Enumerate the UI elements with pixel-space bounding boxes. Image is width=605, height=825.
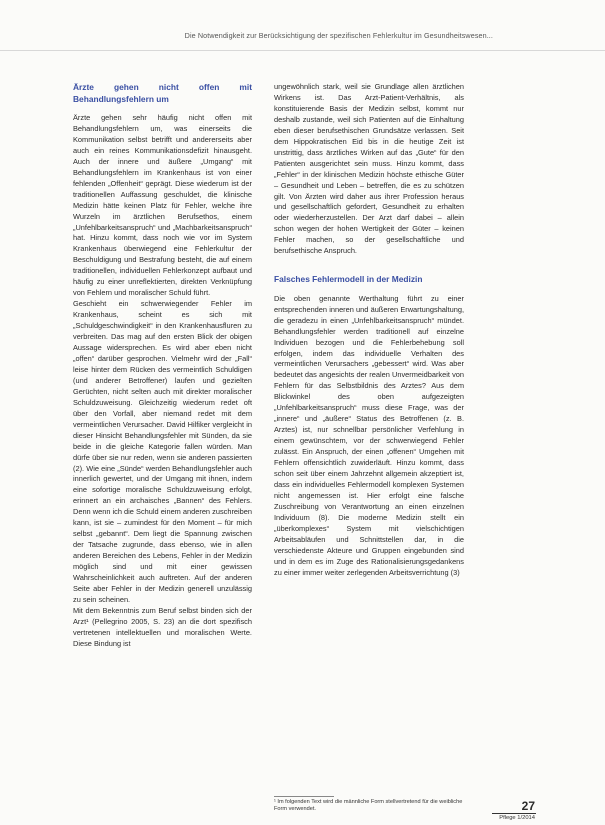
paragraph: Ärzte gehen sehr häufig nicht offen mit Behandlungsfehlern um, was einerseits die Kommunikation selbst betrifft und andererseits aber auch ein reines Kommunikationsdefizit hinausgeht. Auch der innere und äußere „Umgang“ mit Behandlungsfehlern im Krankenhaus ist von einer fehlenden „Offenheit“ geprägt. Diese wiederum ist der traditionellen Auffassung geschuldet, die klinische Medizin hätte keinen Platz für Fehler, welche ihre Wurzeln im ärztlichen Berufsethos, einem „Unfehlbarkeitsanspruch“ und „Machbarkeitsanspruch“ hat. Hinzu kommt, dass noch wie vor im System Krankenhaus überwiegend eine Fehlerkultur der Beschuldigung und Bestrafung besteht, die auf einem traditionellen, individuellen Fehlerkonzept aufbaut und häufig zu einer unreflektierten, direkten Verknüpfung von Fehlern und moralischer Schuld führt.: [73, 113, 252, 298]
page-number-rule: [492, 813, 536, 814]
paragraph: Die oben genannte Werthaltung führt zu einer entsprechenden inneren und äußeren Erwartungshaltung, die geradezu in einen „Unfehlbarkeitsanspruch“ mündet. Behandlungsfehler werden traditionell auf einzelne Individuen bezogen und die Fehlerbehebung soll erfolgen, indem das individuelle Verhalten des vermeintlichen Verursachers „gebessert“ wird. Was aber bedeutet das angesichts der realen Unvermeidbarkeit von Fehlern für das Selbstbildnis des Arztes? Aus dem Blickwinkel des oben aufgezeigten „Unfehlbarkeitsanspruch“ muss diese Frage, was der „innere“ und „äußere“ Status des Betroffenen (z. B. Arztes) ist, nur schnellbar persönlicher Verfehlung in einem gewünschtem, vor der schwerwiegend Fehler zulässt. Ein Anspruch, der einen „offenen“ Umgehen mit Fehlern offensichtlich zuwiderläuft. Hinzu kommt, dass schon seit über einem Jahrzehnt allgemein akzeptiert ist, dass ein individuelles Fehlermodell komplexen Systemen nicht angemessen ist. Hier erfolgt eine falsche Zuschreibung von Verantwortung an einen einzelnen Individuum (8). Die moderne Medizin stellt ein „überkomplexes“ System mit vielschichtigen Arbeitsabläufen und Schnittstellen dar, in die verschiedenste Akteure und Gruppen eingebunden sind und in dem es im Zuge des Rationalisierungsgedankens zu einer immer weiter zerlegenden Arbeitsverrichtung (3): [274, 293, 464, 577]
journal-issue: Pflege 1/2014: [499, 815, 535, 821]
running-header: [0, 0, 605, 51]
running-title: Die Notwendigkeit zur Berücksichtigung der spezifischen Fehlerkultur im Gesundheitswesen...: [184, 31, 493, 40]
paragraph: Geschieht ein schwerwiegender Fehler im Krankenhaus, scheint es sich mit „Schuldgeschwindigkeit“ in den Krankenhausfluren zu verbreiten. Das mag auf den ersten Blick der obigen Aussage widersprechen. Es wird aber eben nicht „offen“ darüber gesprochen. Vielmehr wird der „Fall“ leise hinter dem Rücken des vermeintlich Schuldigen (und anderer Betroffener) laufen und gezielten Gerüchten, nicht selten auch mit direkter moralischer Schuldzuweisung. Gleichzeitig wiederum redet oft über den Vorfall, aber niemand redet mit dem vermeintlichen Verursacher. David Hilfiker vergleicht in dieser Hinsicht Behandlungsfehler mit Sünden, da sie beide in die gleiche Kategorie fallen würden. Man dürfe über sie nur reden, wenn sie anderen passierten (2). Wie eine „Sünde“ werden Behandlungsfehler auch innerlich gewertet, und der Umgang mit ihnen, indem eine sofortige moralische Schuldzuweisung erfolgt, erinnert an ein archaisches „Bannen“ des Fehlers. Denn wenn ich die Schuld einem anderen zuschreiben kann, ist sie – zumindest für den Moment – für mich selbst „gebannt“. Dem liegt die Spannung zwischen der Tatsache zugrunde, dass ebenso, wie in allen anderen Bereichen des Lebens, Fehler in der Medizin möglich sind und mit einer gewissen Wahrscheinlichkeit auch auftreten. Auf der anderen Seite aber Fehler in der Medizin generell unzulässig zu sein scheinen.: [73, 299, 252, 604]
section-heading: Ärzte gehen nicht offen mit Behandlungsfehlern um: [73, 82, 252, 104]
paragraph: ungewöhnlich stark, weil sie Grundlage allen ärztlichen Wirkens ist. Das Arzt-Patient-Verhältnis, als konstituierende Basis der Medizin selbst, kommt nur deshalb zustande, weil sich Patienten auf die Einhaltung eben dieser berufsethischen Grundsätze verlassen. Seit dem Hippokratischen Eid bis in die heutige Zeit ist unstrittig, dass ärztliches Wirken auf das „Gute“ für den Patienten ausgerichtet sein muss. Hinzu kommt, dass „Fehler“ in der klinischen Medizin höchste ethische Güter – Gesundheit und Leben – betreffen, die es zu schützen gilt. Von Ärzten wird daher aus ihrer Profession heraus und gesellschaftlich gefordert, Gesundheit zu erhalten oder wiederherzustellen. Der Arzt darf dabei – allein schon wegen der hohen Wertigkeit der Güter – keinen Fehler machen, so der gesellschaftliche und berufsethische Anspruch.: [274, 82, 464, 256]
footnote-divider: [274, 796, 334, 797]
right-column: [274, 82, 464, 579]
left-column: [73, 82, 252, 650]
footnote: ¹ Im folgenden Text wird die männliche Form stellvertretend für die weibliche Form verwendet.: [274, 799, 463, 813]
section-heading: Falsches Fehlermodell in der Medizin: [274, 274, 423, 285]
paragraph: Mit dem Bekenntnis zum Beruf selbst binden sich der Arzt¹ (Pellegrino 2005, S. 23) an die dort spezifisch vertretenen intellektuellen und moralischen Werte. Diese Bindung ist: [73, 605, 252, 648]
page-number: 27: [521, 799, 535, 813]
